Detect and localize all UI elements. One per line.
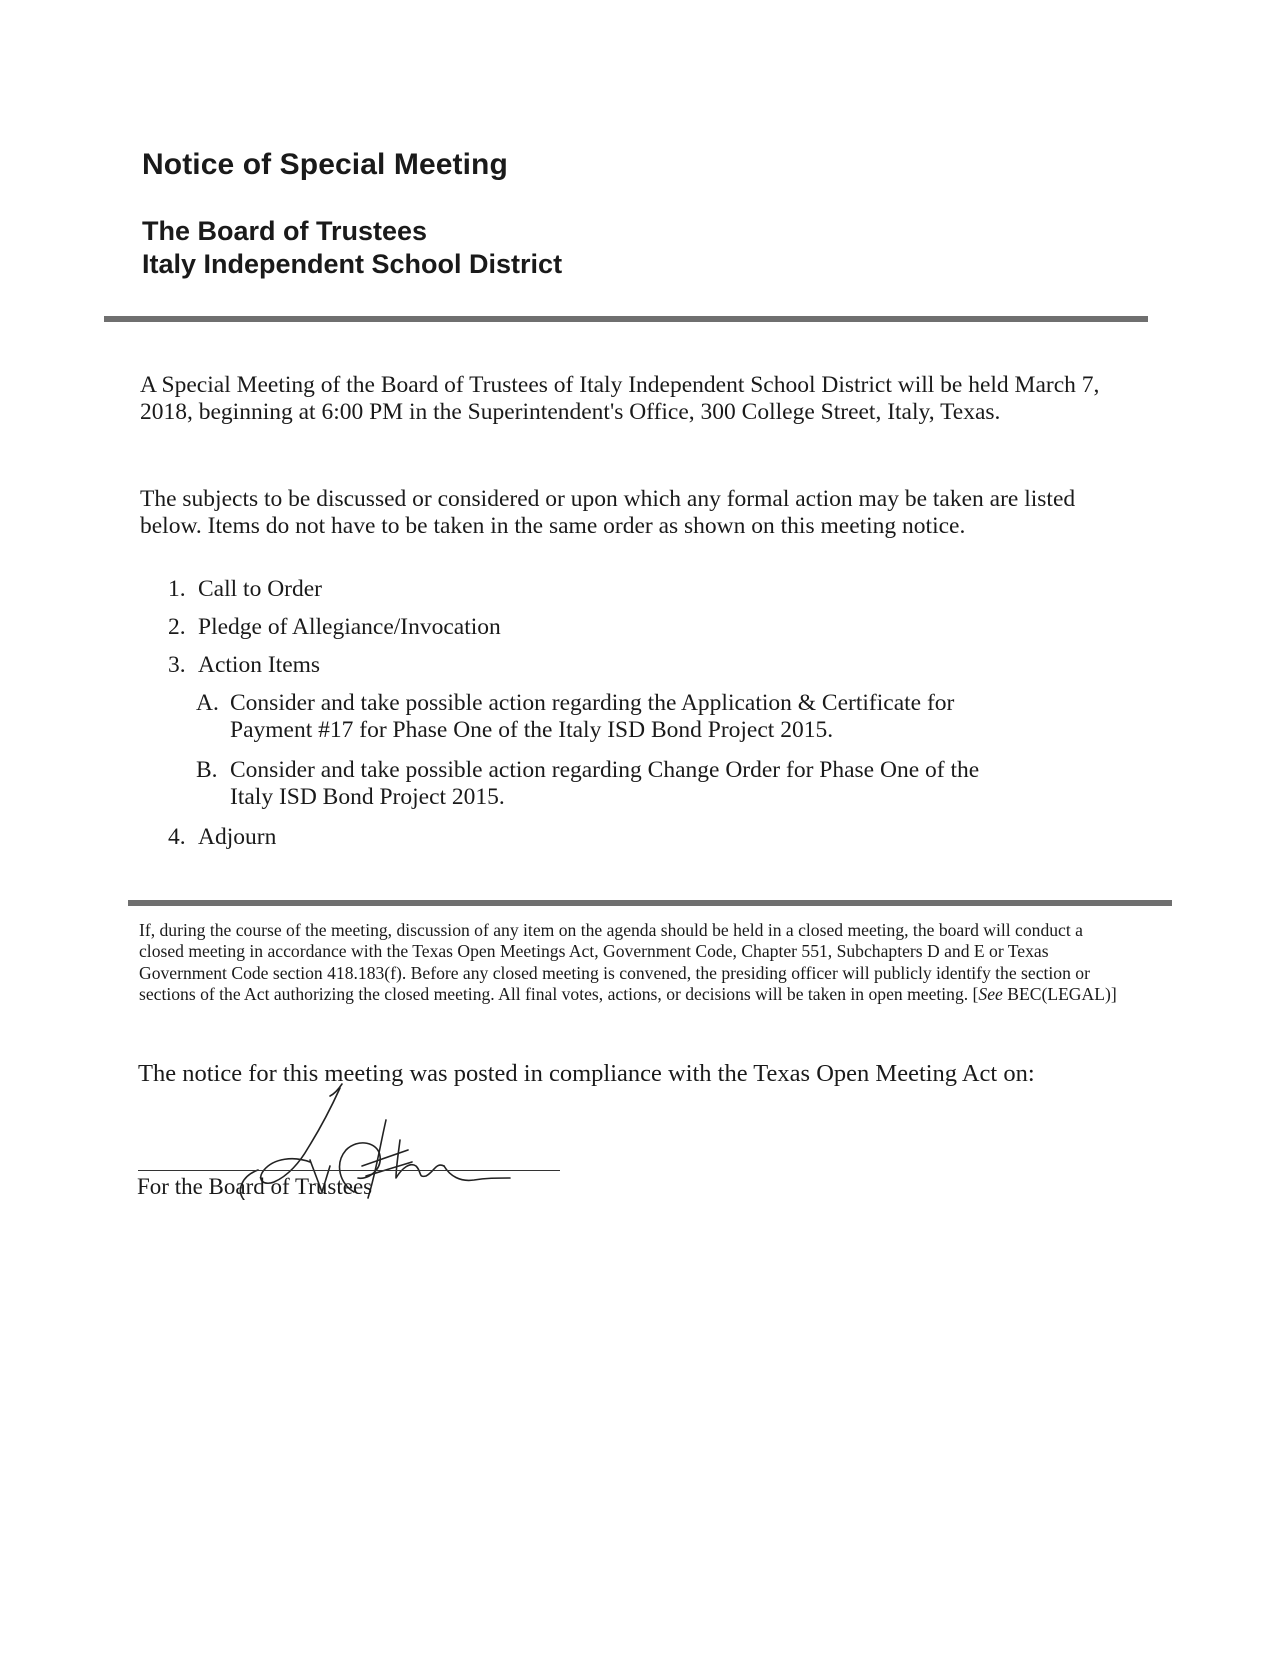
legal-text: If, during the course of the meeting, discussion of any item on the agenda should be held in a closed meeting, the board will conduct a closed meeting in accordance with the Texas Open Meetings Act, Government Code, Chapter 551, Subchapters D and E or Texas Government Code section 418.183(f). Before any closed meeting is convened, the presiding officer will publicly identify the section or sections of the Act authorizing the closed meeting. All final votes, actions, or decisions will be taken in open meeting. [: [139, 920, 1090, 1004]
agenda-item-number: 1.: [168, 576, 186, 602]
agenda-item-label: Pledge of Allegiance/Invocation: [198, 614, 501, 640]
agenda-item-number: 3.: [168, 652, 186, 678]
agenda-item-label: Call to Order: [198, 576, 322, 602]
subjects-statement: The subjects to be discussed or considered or upon which any formal action may be taken are listed below. Items do not have to be taken in the same order as shown on this meeting notice.: [140, 486, 1076, 539]
district-name: Italy Independent School District: [142, 249, 563, 279]
action-item-letter: A.: [196, 690, 219, 716]
action-item-text: Consider and take possible action regarding the Application & Certificate for Payment #17 for Phase One of the Italy ISD Bond Project 2015.: [230, 690, 955, 743]
action-item-text: Consider and take possible action regarding Change Order for Phase One of the Italy ISD Bond Project 2015.: [230, 757, 980, 810]
agenda-item: [168, 576, 322, 603]
meeting-announcement: A Special Meeting of the Board of Trustees of Italy Independent School District will be held March 7, 2018, beginning at 6:00 PM in the Superintendent's Office, 300 College Street, Italy, Texas.: [140, 372, 1100, 425]
legal-reference: BEC(LEGAL)]: [1002, 983, 1117, 1004]
signature-line: [138, 1170, 560, 1171]
agenda-item-label: Adjourn: [198, 824, 277, 850]
signature-caption: For the Board of Trustees: [137, 1174, 373, 1199]
agenda-item: [168, 614, 501, 641]
posting-statement: The notice for this meeting was posted in compliance with the Texas Open Meeting Act on:: [138, 1060, 1035, 1087]
agenda-item: [168, 824, 276, 851]
action-item-letter: B.: [196, 757, 218, 783]
page-title: Notice of Special Meeting: [142, 148, 508, 181]
header-divider: [104, 316, 1148, 322]
agenda-item-number: 4.: [168, 824, 186, 850]
agenda-item-number: 2.: [168, 614, 186, 640]
closed-meeting-notice: [139, 920, 1129, 1005]
action-item: [196, 690, 1016, 744]
agenda-item-label: Action Items: [198, 652, 321, 678]
footer-divider: [128, 900, 1172, 906]
agenda-item: [168, 652, 320, 679]
legal-see: See: [978, 983, 1003, 1004]
action-item: [196, 757, 1016, 811]
board-name: The Board of Trustees: [142, 216, 428, 246]
